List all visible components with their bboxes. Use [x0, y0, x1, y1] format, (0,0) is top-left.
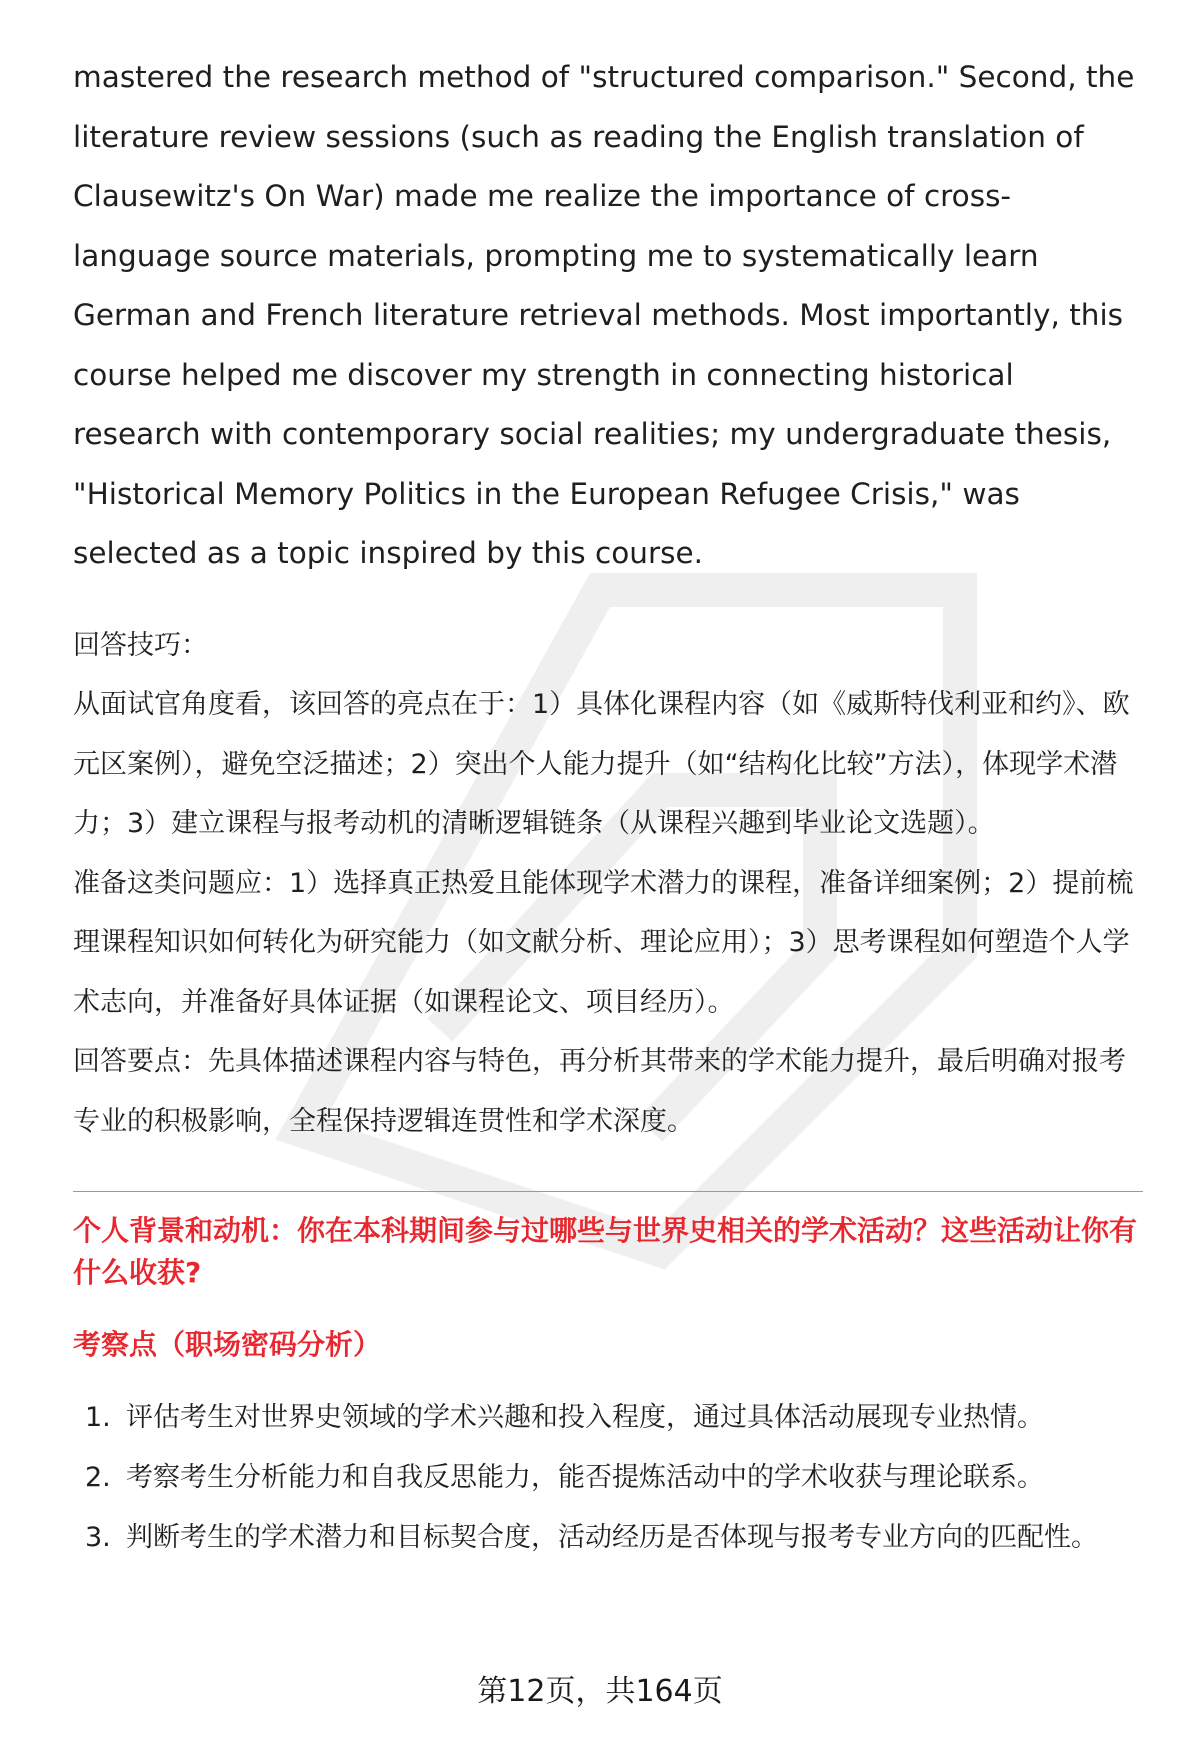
- tips-heading: 回答技巧：: [73, 629, 208, 661]
- tips-highlight: 从面试官角度看，该回答的亮点在于：1）具体化课程内容（如《威斯特伐利亚和约》、欧元区案例），避免空泛描述；2）突出个人能力提升（如“结构化比较”方法），体现学术潜力；3）建立课程与报考动机的清晰逻辑链条（从课程兴趣到毕业论文选题）。: [73, 689, 1130, 839]
- page-number: 第12页，共164页: [477, 1674, 723, 1709]
- page-content: [73, 48, 1143, 1568]
- answer-tips: [73, 616, 1143, 1152]
- focus-title: 考察点（职场密码分析）: [73, 1328, 382, 1361]
- question-heading: 个人背景和动机：你在本科期间参与过哪些与世界史相关的学术活动？这些活动让你有什么收获?: [73, 1214, 1138, 1289]
- list-text: 评估考生对世界史领域的学术兴趣和投入程度，通过具体活动展现专业热情。: [126, 1402, 1044, 1433]
- focus-list: [73, 1388, 1143, 1568]
- list-text: 考察考生分析能力和自我反思能力，能否提炼活动中的学术收获与理论联系。: [126, 1462, 1044, 1493]
- answer-paragraph: mastered the research method of "structured comparison." Second, the literature review sessions (such as reading the English translation of Clausewitz's On War) made me realize the importance of cross-language source materials, prompting me to systematically learn German and French literature retrieval methods. Most importantly, this course helped me discover my strength in connecting historical research with contemporary social realities; my undergraduate thesis, "Historical Memory Politics in the European Refugee Crisis," was selected as a topic inspired by this course.: [73, 60, 1135, 570]
- list-text: 判断考生的学术潜力和目标契合度，活动经历是否体现与报考专业方向的匹配性。: [126, 1522, 1098, 1553]
- section-divider: [73, 1191, 1143, 1192]
- list-number: 1.: [85, 1402, 111, 1433]
- tips-prepare: 准备这类问题应：1）选择真正热爱且能体现学术潜力的课程，准备详细案例；2）提前梳理课程知识如何转化为研究能力（如文献分析、理论应用）；3）思考课程如何塑造个人学术志向，并准备好具体证据（如课程论文、项目经历）。: [73, 867, 1134, 1018]
- list-number: 2.: [85, 1462, 111, 1493]
- list-item: [73, 1388, 1143, 1448]
- list-item: [73, 1448, 1143, 1508]
- tips-key-points: 回答要点：先具体描述课程内容与特色，再分析其带来的学术能力提升，最后明确对报考专业的积极影响，全程保持逻辑连贯性和学术深度。: [73, 1046, 1126, 1137]
- list-number: 3.: [85, 1522, 111, 1553]
- list-item: [73, 1508, 1143, 1568]
